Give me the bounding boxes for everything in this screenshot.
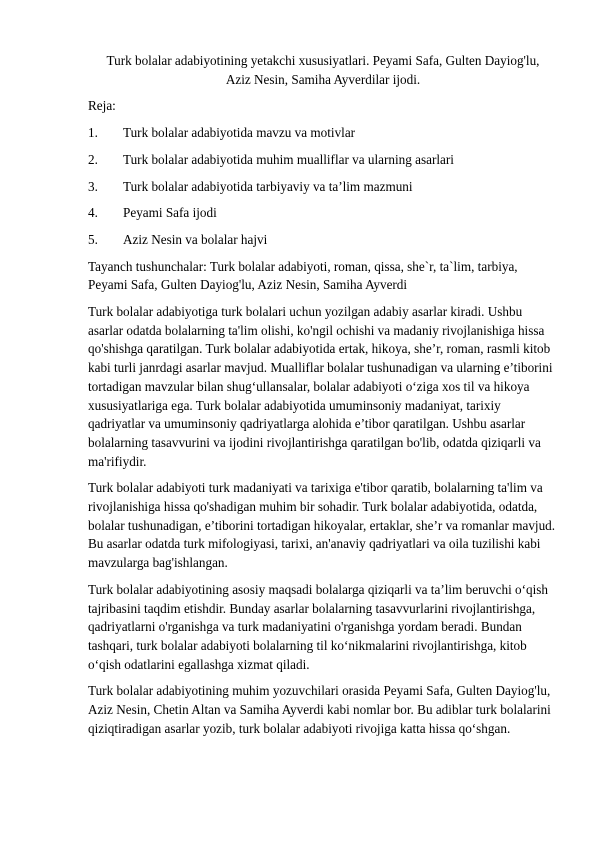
plan-item — [88, 151, 558, 170]
plan-item-text: Turk bolalar adabiyotida mavzu va motivlar — [123, 125, 356, 141]
body-paragraph: Turk bolalar adabiyoti turk madaniyati va tarixiga e'tibor qaratib, bolalarning ta'lim va rivojlanishiga hissa qo'shadigan muhim bir sohadir. Turk bolalar adabiyotida, odatda, bolalar tushunadigan, e’tiborini tortadigan hikoyalar, ertaklar, she’r va romanlar mavjud. Bu asarlar odatda turk mifologiyasi, tarixi, an'anaviy qadriyatlari va oila tuzilishi kabi mavzularga bag'ishlangan. — [88, 480, 556, 571]
plan-label: Reja: — [88, 98, 116, 114]
title-line-1: Turk bolalar adabiyotining yetakchi xususiyatlari. Peyami Safa, Gulten Dayiog'lu, — [106, 53, 540, 68]
plan-item-number: 5. — [88, 231, 98, 247]
document-page — [88, 52, 558, 747]
document-title — [88, 52, 558, 89]
plan-item — [88, 178, 558, 197]
plan-item-number: 1. — [88, 125, 98, 141]
plan-item — [88, 124, 558, 143]
plan-item-text: Aziz Nesin va bolalar hajvi — [123, 231, 268, 247]
plan-item-text: Peyami Safa ijodi — [123, 205, 217, 221]
plan-item — [88, 204, 558, 223]
plan-item — [88, 231, 558, 250]
plan-item-text: Turk bolalar adabiyotida muhim mualliflar va ularning asarlari — [123, 151, 454, 167]
plan-item-number: 3. — [88, 178, 98, 194]
plan-item-number: 4. — [88, 205, 98, 221]
body-paragraph: Turk bolalar adabiyotining asosiy maqsadi bolalarga qiziqarli va ta’lim beruvchi o‘qish tajribasini taqdim etishdir. Bunday asarlar bolalarning tasavvurlarini rivojlantirishga, qadriyatlarni o'rganishga va turk madaniyatini o'rganishga yordam beradi. Bundan tashqari, turk bolalar adabiyoti bolalarning til ko‘nikmalarini rivojlantirishga, kitob o‘qish odatlarini egallashga xizmat qiladi. — [88, 581, 548, 672]
title-line-2: Aziz Nesin, Samiha Ayverdilar ijodi. — [225, 71, 421, 87]
key-terms-paragraph: Tayanch tushunchalar: Turk bolalar adabiyoti, roman, qissa, she`r, ta`lim, tarbiya, Peyami Safa, Gulten Dayiog'lu, Aziz Nesin, Samiha Ayverdi — [88, 258, 518, 293]
plan-item-text: Turk bolalar adabiyotida tarbiyaviy va ta’lim mazmuni — [123, 178, 413, 194]
plan-list — [88, 124, 558, 250]
plan-item-number: 2. — [88, 151, 98, 167]
body-paragraph: Turk bolalar adabiyotiga turk bolalari uchun yozilgan adabiy asarlar kiradi. Ushbu asarlar odatda bolalarning ta'lim olishi, ko'ngil ochishi va madaniy rivojlanishiga hissa qo'shishga qaratilgan. Turk bolalar adabiyotida ertak, hikoya, she’r, roman, rasmli kitob kabi turli janrdagi asarlar mavjud. Mualliflar bolalar tushunadigan va ularning e’tiborini tortadigan mavzular bilan shug‘ullansalar, bolalar adabiyoti o‘ziga xos til va hikoya xususiyatlariga ega. Turk bolalar adabiyotida umuminsoniy madaniyat, tarixiy qadriyatlar va umuminsoniy qadriyatlarga alohida e’tibor qaratilgan. Ushbu asarlar bolalarning tasavvurini va ijodini rivojlantirishga qaratilgan bo'lib, odatda qiziqarli va ma'rifiydir. — [88, 304, 553, 469]
body-paragraph: Turk bolalar adabiyotining muhim yozuvchilari orasida Peyami Safa, Gulten Dayiog'lu, Aziz Nesin, Chetin Altan va Samiha Ayverdi kabi nomlar bor. Bu adiblar turk bolalarini qiziqtiradigan asarlar yozib, turk bolalar adabiyoti rivojiga katta hissa qo‘shgan. — [88, 683, 551, 736]
